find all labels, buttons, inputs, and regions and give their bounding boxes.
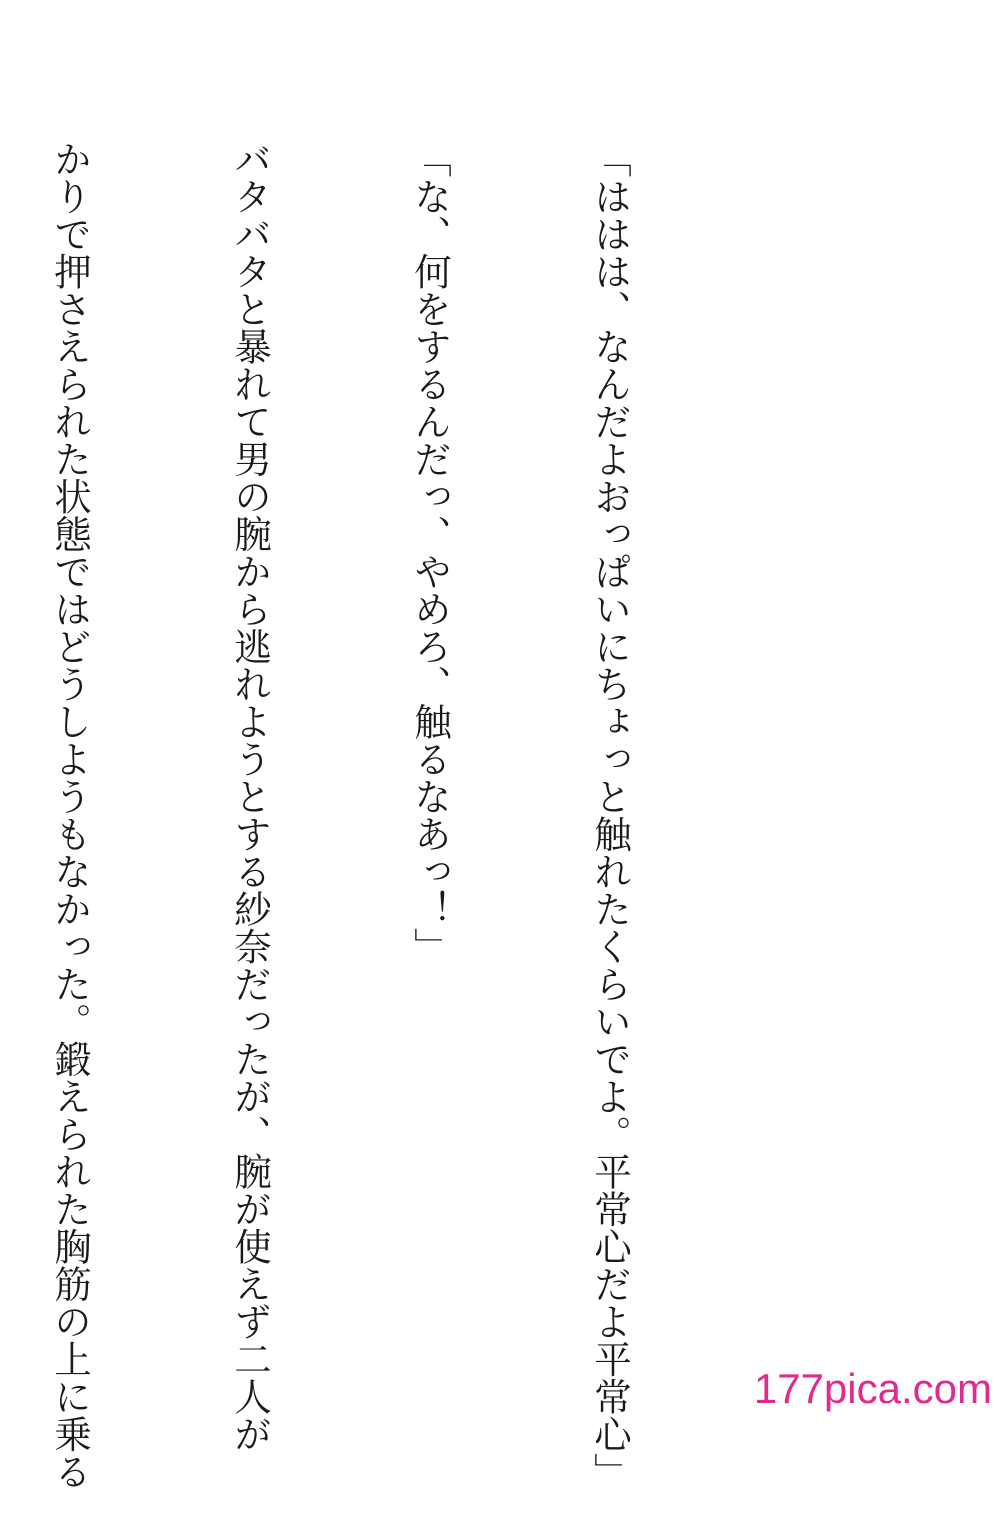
text-line: バタバタと暴れて男の腕から逃れようとする紗奈だったが、腕が使えず二人が bbox=[228, 140, 272, 1453]
text-line: 「な、何をするんだっ、やめろ、触るなあっ！」 bbox=[408, 140, 452, 965]
text-line: 「ははは、なんだよおっぱいにちょっと触れたくらいでよ。平常心だよ平常心」 bbox=[588, 140, 632, 1490]
watermark-link[interactable]: 177pica.com bbox=[753, 1365, 992, 1412]
vertical-text-body bbox=[0, 140, 760, 1490]
text-line: かりで押さえられた状態ではどうしようもなかった。鍛えられた胸筋の上に乗る bbox=[48, 140, 92, 1490]
